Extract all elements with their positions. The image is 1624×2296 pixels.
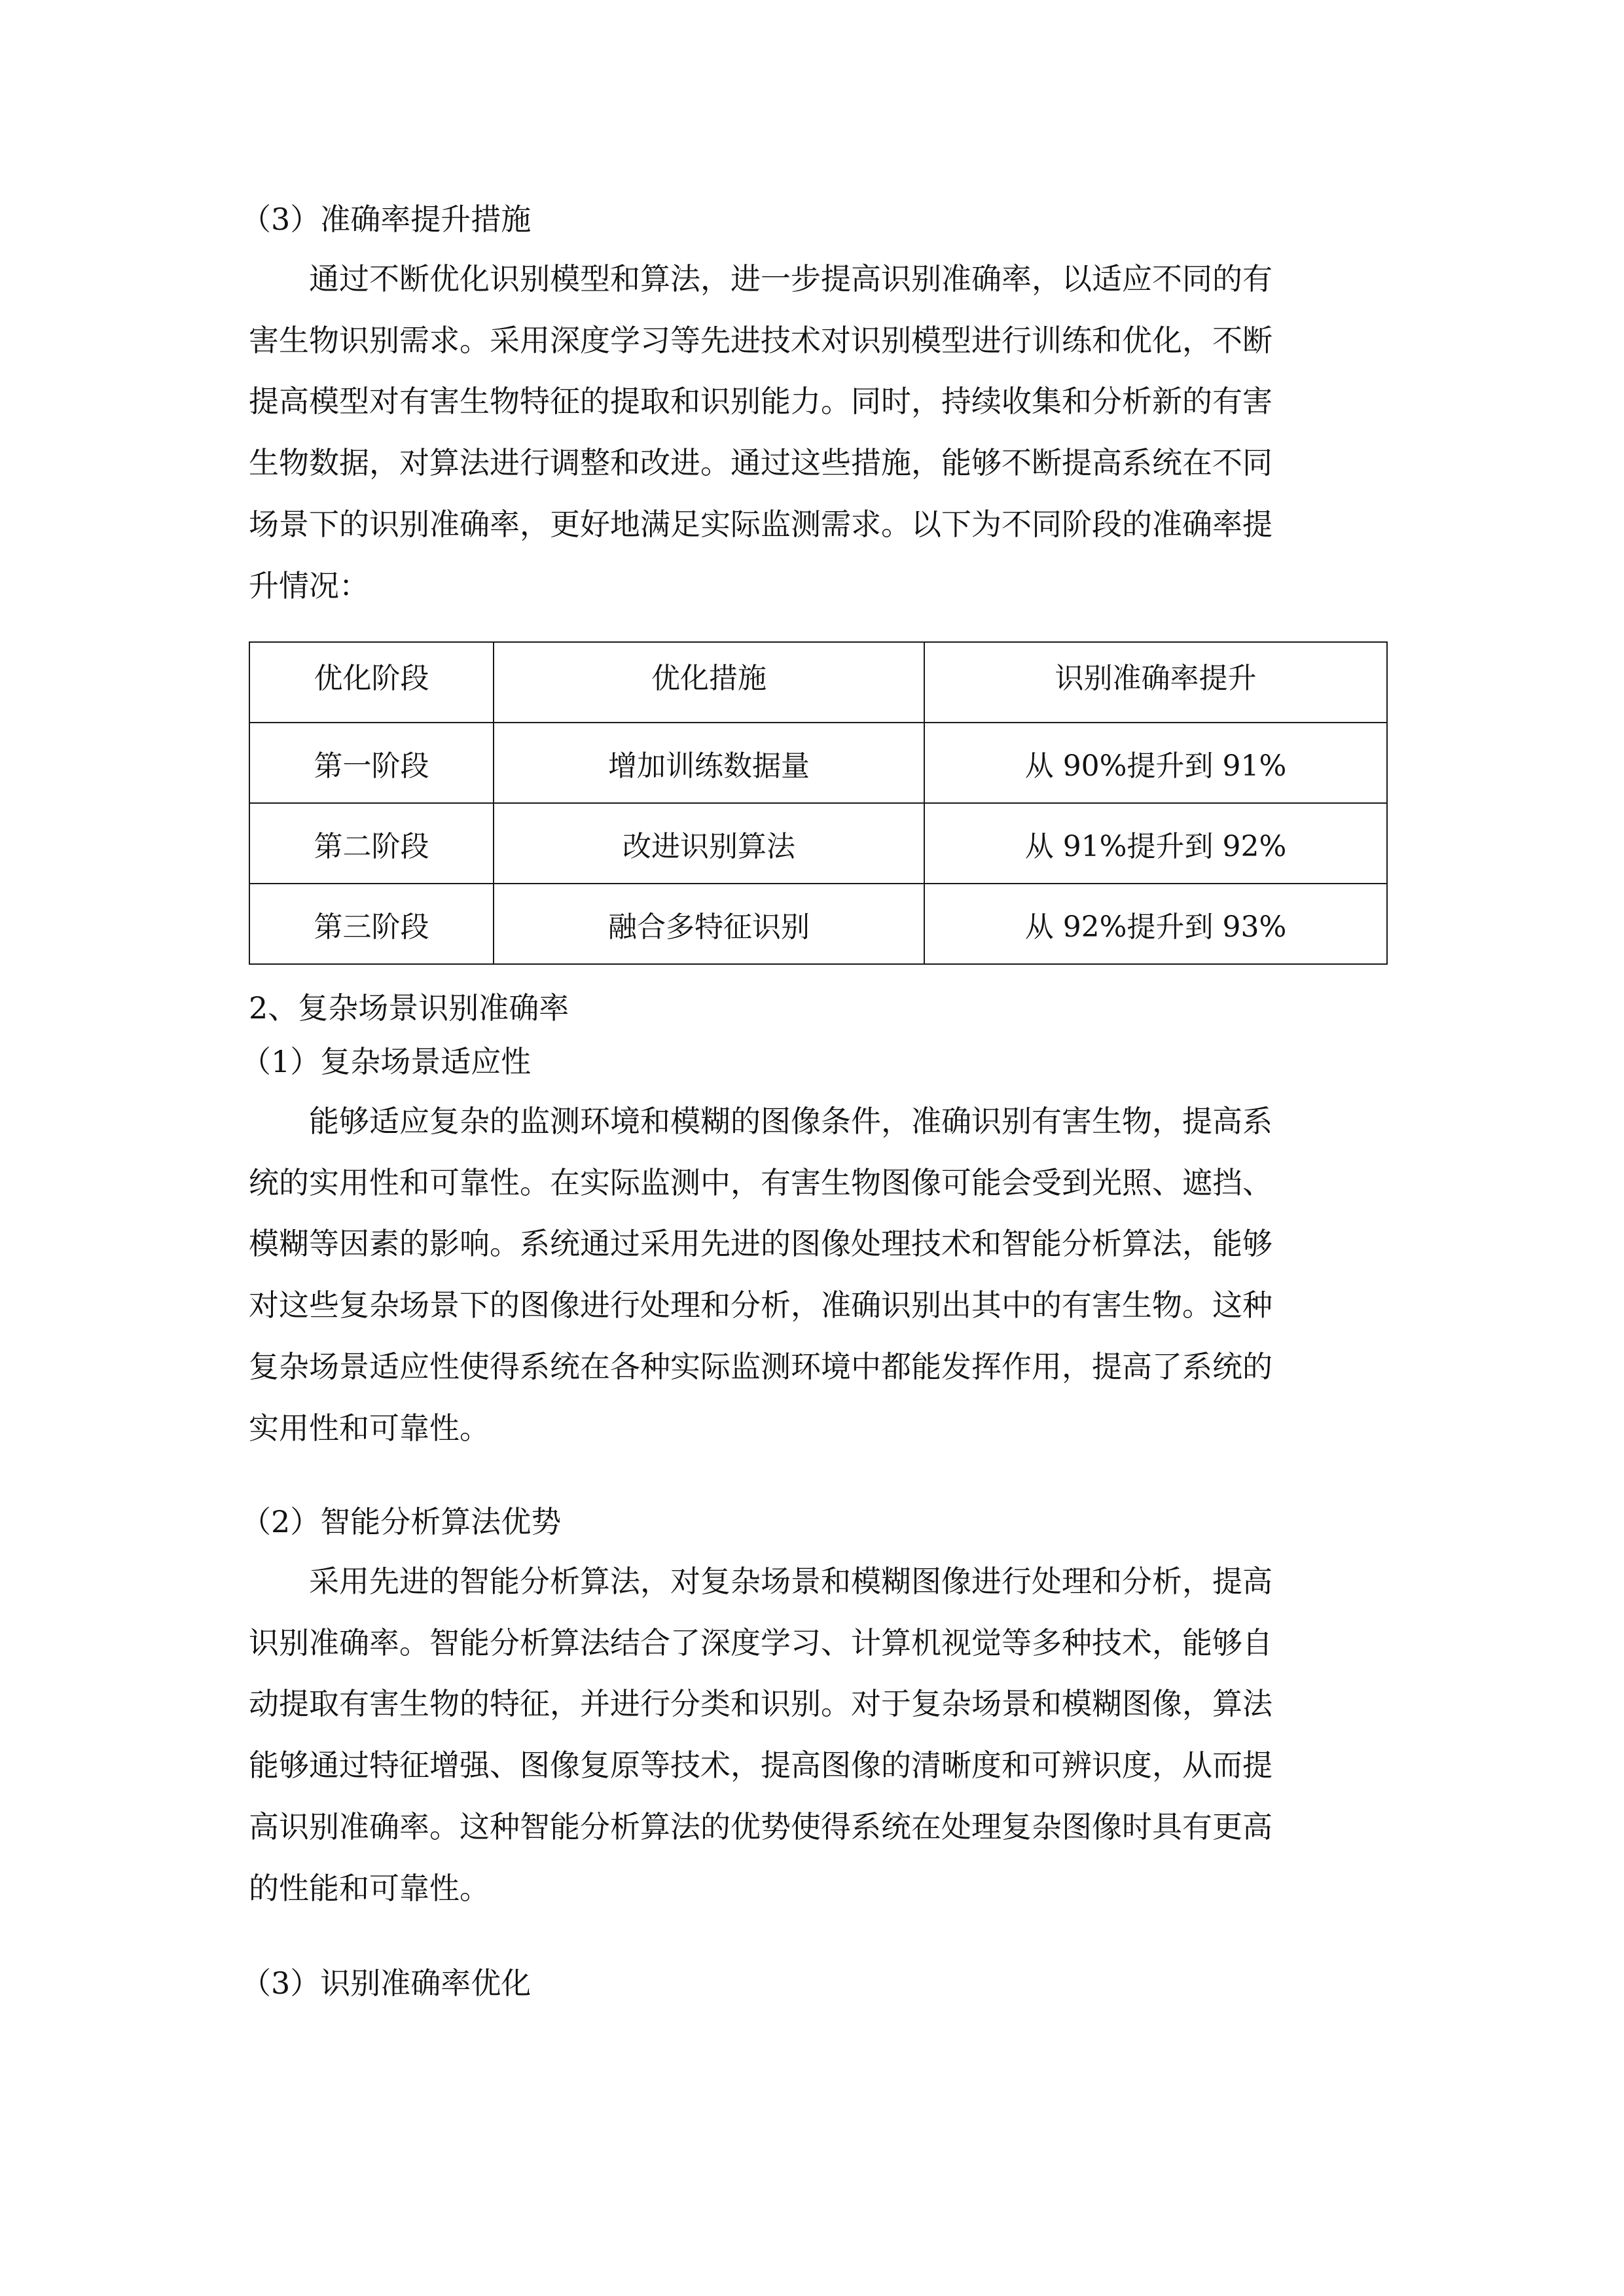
paragraph-accuracy-measures	[249, 249, 1388, 617]
subsection-heading-optimization: （3）识别准确率优化	[241, 1965, 532, 2001]
table-header-row	[249, 642, 1387, 723]
paragraph-line: 通过不断优化识别模型和算法，进一步提高识别准确率，以适应不同的有	[309, 261, 1272, 296]
table-cell: 从 90%提升到 91%	[924, 723, 1387, 803]
paragraph-line: 场景下的识别准确率，更好地满足实际监测需求。以下为不同阶段的准确率提	[249, 506, 1272, 542]
paragraph-line: 生物数据，对算法进行调整和改进。通过这些措施，能够不断提高系统在不同	[249, 445, 1272, 481]
table-cell: 第一阶段	[249, 723, 494, 803]
section-heading-accuracy-measures: （3）准确率提升措施	[241, 202, 532, 237]
table-row	[249, 723, 1387, 803]
table-cell: 融合多特征识别	[494, 884, 924, 964]
paragraph-line: 能够适应复杂的监测环境和模糊的图像条件，准确识别有害生物，提高系	[309, 1103, 1272, 1139]
paragraph-line: 统的实用性和可靠性。在实际监测中，有害生物图像可能会受到光照、遮挡、	[249, 1164, 1272, 1200]
paragraph-line: 害生物识别需求。采用深度学习等先进技术对识别模型进行训练和优化，不断	[249, 322, 1272, 358]
accuracy-improvement-table	[249, 641, 1388, 965]
paragraph-line: 复杂场景适应性使得系统在各种实际监测环境中都能发挥作用，提高了系统的	[249, 1348, 1272, 1384]
table-row	[249, 803, 1387, 884]
table-cell: 改进识别算法	[494, 803, 924, 884]
subsection-heading-adaptability: （1）复杂场景适应性	[241, 1044, 532, 1079]
paragraph-algorithm	[249, 1551, 1388, 1919]
table-header-cell: 优化措施	[494, 642, 924, 723]
paragraph-line: 提高模型对有害生物特征的提取和识别能力。同时，持续收集和分析新的有害	[249, 384, 1272, 420]
paragraph-adaptability	[249, 1091, 1388, 1459]
paragraph-line: 能够通过特征增强、图像复原等技术，提高图像的清晰度和可辨识度，从而提	[249, 1748, 1272, 1784]
paragraph-line: 的性能和可靠性。	[249, 1870, 490, 1906]
paragraph-line: 实用性和可靠性。	[249, 1410, 490, 1446]
paragraph-line: 采用先进的智能分析算法，对复杂场景和模糊图像进行处理和分析，提高	[309, 1564, 1272, 1599]
table-cell: 第三阶段	[249, 884, 494, 964]
table-cell: 从 92%提升到 93%	[924, 884, 1387, 964]
paragraph-line: 高识别准确率。这种智能分析算法的优势使得系统在处理复杂图像时具有更高	[249, 1808, 1272, 1844]
section-heading-complex-scenes: 2、复杂场景识别准确率	[249, 990, 569, 1026]
paragraph-line: 对这些复杂场景下的图像进行处理和分析，准确识别出其中的有害生物。这种	[249, 1287, 1272, 1323]
table-header-cell: 识别准确率提升	[924, 642, 1387, 723]
table-cell: 第二阶段	[249, 803, 494, 884]
table-cell: 从 91%提升到 92%	[924, 803, 1387, 884]
table-cell: 增加训练数据量	[494, 723, 924, 803]
subsection-heading-algorithm: （2）智能分析算法优势	[241, 1504, 562, 1539]
paragraph-line: 升情况：	[249, 567, 369, 603]
table-header-cell: 优化阶段	[249, 642, 494, 723]
paragraph-line: 识别准确率。智能分析算法结合了深度学习、计算机视觉等多种技术，能够自	[249, 1624, 1272, 1660]
table-row	[249, 884, 1387, 964]
paragraph-line: 动提取有害生物的特征，并进行分类和识别。对于复杂场景和模糊图像，算法	[249, 1686, 1272, 1722]
paragraph-line: 模糊等因素的影响。系统通过采用先进的图像处理技术和智能分析算法，能够	[249, 1226, 1272, 1262]
